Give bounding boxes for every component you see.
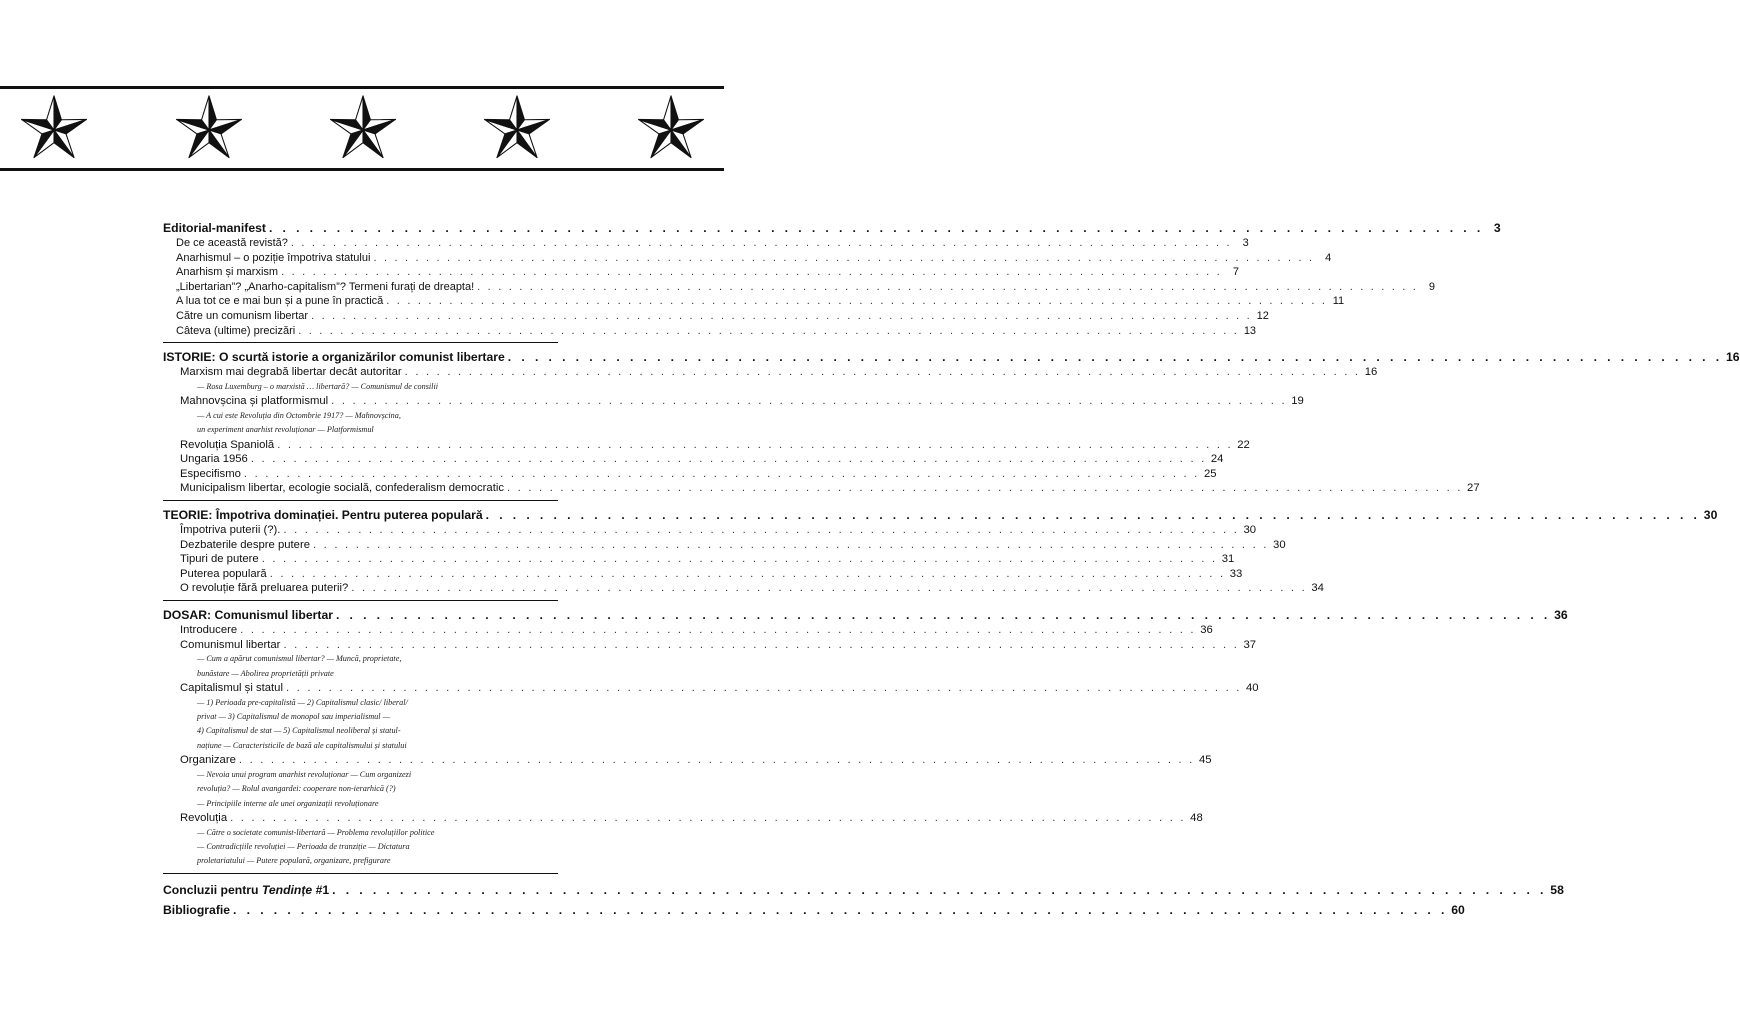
section-title: Bibliografie	[163, 902, 231, 917]
entry-title: Dezbaterile despre putere	[180, 538, 310, 551]
section-title: DOSAR: Comunismul libertar	[163, 607, 333, 622]
section-title-suffix: #1	[312, 882, 330, 897]
page-number: 40	[1246, 681, 1259, 694]
star-banner	[0, 86, 724, 172]
toc-section-editorial[interactable]	[163, 220, 1501, 236]
dot-leader	[474, 280, 1421, 295]
entry-title: „Libertarian”? „Anarho-capitalism”? Termeni furați de dreapta!	[176, 280, 475, 293]
entry-subtopics: — Contradicțiile revoluției — Perioada de tranziție — Dictatura	[197, 841, 410, 851]
page-number: 3	[1493, 221, 1501, 235]
toc-entry[interactable]	[163, 753, 1212, 768]
dot-leader	[274, 438, 1236, 453]
entry-title: De ce această revistă?	[176, 237, 288, 249]
dot-leader	[241, 467, 1203, 482]
entry-title: Revoluția Spaniolă	[180, 438, 275, 451]
page-number: 30	[1273, 538, 1286, 551]
page-number: 30	[1243, 523, 1257, 536]
dot-leader	[370, 251, 1317, 266]
toc-entry[interactable]	[163, 294, 1345, 309]
dot-leader	[230, 902, 1451, 918]
toc-entry[interactable]	[163, 581, 1324, 596]
page-number: 16	[1725, 350, 1740, 365]
page-number: 25	[1203, 467, 1217, 480]
page-number: 22	[1237, 438, 1250, 451]
dot-leader	[383, 294, 1330, 309]
toc-section-concluzii[interactable]	[163, 882, 1564, 898]
section-title	[163, 882, 329, 898]
entry-title: Capitalismul și statul	[180, 681, 283, 694]
dot-leader	[236, 753, 1198, 768]
toc-section-bibliografie[interactable]	[163, 902, 1465, 918]
page-number: 33	[1229, 567, 1243, 580]
section-title-prefix: Concluzii pentru	[163, 882, 262, 897]
entry-title: A lua tot ce e mai bun și a pune în practică	[176, 295, 384, 308]
dot-leader	[310, 538, 1272, 553]
entry-subtopics: un experiment anarhist revoluționar — Platformismul	[197, 425, 374, 435]
toc-entry[interactable]	[163, 394, 1304, 409]
dot-leader	[280, 523, 1242, 538]
dot-leader	[308, 309, 1255, 324]
page-number: 27	[1467, 482, 1480, 495]
dot-leader	[329, 882, 1550, 898]
toc-entry[interactable]	[163, 365, 1378, 380]
entry-subtopics: — A cui este Revoluția din Octombrie 1917? — Mahnovșcina,	[197, 410, 401, 420]
entry-title: Ungaria 1956	[180, 453, 248, 466]
entry-subtopics: privat — 3) Capitalismul de monopol sau imperialismul —	[197, 711, 390, 721]
page-number: 30	[1703, 507, 1718, 522]
entry-title: Anarhism și marxism	[176, 266, 279, 279]
dot-leader	[280, 638, 1242, 653]
toc-section-dosar[interactable]	[163, 607, 1568, 623]
toc-entry[interactable]	[163, 280, 1436, 295]
entry-title: Especifismo	[180, 467, 241, 480]
banner-bottom-rule	[0, 168, 724, 171]
entry-subtopics: 4) Capitalismul de stat — 5) Capitalismul neoliberal și statul-	[197, 726, 401, 736]
page-number: 7	[1232, 266, 1239, 279]
entry-subtopics: — Principiile interne ale unei organizații revoluționare	[197, 798, 379, 808]
page-number: 45	[1198, 754, 1212, 767]
dot-leader	[333, 607, 1554, 623]
entry-subtopics: proletariatului — Putere populară, organizare, prefigurare	[197, 856, 391, 866]
entry-title: Mahnovșcina și platformismul	[180, 395, 329, 408]
entry-title: Comunismul libertar	[180, 638, 281, 651]
section-divider	[163, 342, 558, 343]
toc-section-teorie[interactable]	[163, 507, 1718, 523]
toc-entry[interactable]	[163, 567, 1243, 582]
page-number: 11	[1332, 295, 1345, 308]
toc-entry[interactable]	[163, 236, 1249, 251]
page-number: 36	[1554, 607, 1568, 622]
entry-subtopics: bunăstare — Abolirea proprietății private	[197, 668, 334, 678]
page-number: 58	[1550, 882, 1564, 897]
page-number: 13	[1243, 324, 1257, 337]
dot-leader	[237, 623, 1199, 638]
toc-entry[interactable]	[163, 481, 1480, 496]
page-number: 36	[1200, 623, 1213, 636]
section-divider	[163, 600, 558, 601]
page-number: 19	[1291, 395, 1304, 408]
dot-leader	[402, 365, 1364, 380]
entry-title: Anarhismul – o poziție împotriva statului	[176, 251, 371, 264]
dot-leader	[278, 265, 1225, 280]
star-icon	[172, 94, 246, 166]
entry-title: Organizare	[180, 754, 236, 767]
entry-subtopics: — Cum a apărut comunismul libertar? — Muncă, proprietate,	[197, 654, 402, 664]
page-number: 9	[1428, 280, 1436, 293]
dot-leader	[348, 581, 1310, 596]
entry-title: Municipalism libertar, ecologie socială, confederalism democratic	[180, 482, 504, 495]
page-number: 34	[1311, 582, 1324, 595]
page-number: 37	[1243, 638, 1257, 651]
entry-title: Revoluția	[180, 811, 228, 824]
star-icon	[326, 94, 400, 166]
dot-leader	[283, 681, 1245, 696]
entry-subtopics: națiune — Caracteristicile de bază ale capitalismului și statului	[197, 740, 407, 750]
entry-subtopics: — Nevoia unui program anarhist revoluționar — Cum organizezi	[197, 769, 412, 779]
entry-subtopics: — 1) Perioada pre-capitalistă — 2) Capitalismul clasic/ liberal/	[197, 697, 408, 707]
page-number: 12	[1256, 309, 1269, 322]
dot-leader	[267, 567, 1229, 582]
entry-title: Tipuri de putere	[180, 553, 259, 566]
toc-entry[interactable]	[163, 324, 1257, 339]
toc-entry[interactable]	[163, 681, 1259, 696]
entry-subtopics: revoluția? — Rolul avangardei: cooperare non-ierarhică (?)	[197, 784, 396, 794]
dot-leader	[259, 552, 1221, 567]
page-number: 24	[1210, 453, 1224, 466]
dot-leader	[227, 811, 1189, 826]
toc-entry[interactable]	[163, 538, 1286, 553]
page-number: 48	[1190, 811, 1203, 824]
entry-title: Împotriva puterii (?).	[180, 523, 281, 536]
dot-leader	[505, 349, 1726, 365]
page-number: 4	[1325, 251, 1332, 264]
dot-leader	[248, 452, 1210, 467]
toc-section-istorie[interactable]	[163, 349, 1740, 365]
dot-leader	[266, 220, 1487, 236]
star-icon	[634, 94, 708, 166]
entry-title: Puterea populară	[180, 567, 267, 580]
toc-entry[interactable]	[163, 552, 1235, 567]
toc-entry[interactable]	[163, 811, 1203, 826]
toc-entry[interactable]	[163, 467, 1217, 482]
dot-leader	[504, 481, 1466, 496]
toc-entry[interactable]	[163, 638, 1257, 653]
section-title: ISTORIE: O scurtă istorie a organizărilor comunist libertare	[163, 350, 505, 365]
dot-leader	[288, 236, 1235, 251]
entry-title: Introducere	[180, 623, 238, 636]
toc-entry[interactable]	[163, 438, 1250, 453]
page-number: 31	[1221, 553, 1235, 566]
table-of-contents	[163, 220, 1740, 918]
page-number: 3	[1242, 237, 1249, 249]
dot-leader	[483, 507, 1704, 523]
toc-entry[interactable]	[163, 523, 1257, 538]
page-number: 16	[1364, 366, 1378, 379]
banner-top-rule	[0, 86, 724, 89]
entry-title: Marxism mai degrabă libertar decât autoritar	[180, 366, 402, 379]
section-divider	[163, 873, 558, 874]
entry-title: Câteva (ultime) precizări	[176, 324, 296, 337]
toc-entry[interactable]	[163, 265, 1239, 280]
entry-title: O revoluție fără preluarea puterii?	[180, 582, 349, 595]
section-divider	[163, 500, 558, 501]
section-title: TEORIE: Împotriva dominației. Pentru puterea populară	[163, 507, 483, 522]
dot-leader	[328, 394, 1290, 409]
section-title: Editorial-manifest	[163, 221, 266, 235]
toc-entry[interactable]	[163, 309, 1269, 324]
star-icon	[17, 94, 91, 166]
page-number: 60	[1451, 902, 1465, 917]
entry-title: Către un comunism libertar	[176, 309, 309, 322]
toc-entry[interactable]	[163, 251, 1332, 266]
entry-subtopics: — Rosa Luxemburg – o marxistă … libertară? — Comunismul de consilii	[197, 381, 439, 391]
toc-entry[interactable]	[163, 452, 1224, 467]
toc-entry[interactable]	[163, 623, 1213, 638]
entry-subtopics: — Către o societate comunist-libertară — Problema revoluțiilor politice	[197, 827, 435, 837]
dot-leader	[295, 324, 1242, 339]
section-title-emphasis: Tendințe	[261, 882, 313, 897]
star-icon	[480, 94, 554, 166]
